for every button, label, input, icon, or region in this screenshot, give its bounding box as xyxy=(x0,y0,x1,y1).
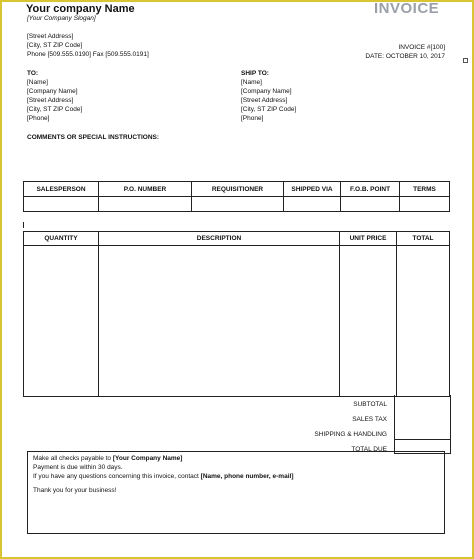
items-header-row xyxy=(24,232,450,246)
payment-terms: Payment is due within 30 days. xyxy=(33,464,123,471)
checks-payable-text: Make all checks payable to xyxy=(33,455,113,462)
terms-cell[interactable] xyxy=(400,197,450,212)
order-info-row xyxy=(24,197,450,212)
checks-payable-line xyxy=(33,454,293,463)
ship-to-phone[interactable]: [Phone] xyxy=(241,115,264,122)
thanks-note: Thank you for your business! xyxy=(33,487,117,494)
payment-note-box xyxy=(27,451,445,534)
col-requisitioner: REQUISITIONER xyxy=(192,182,284,197)
totals-labels xyxy=(314,397,387,457)
col-total: TOTAL xyxy=(397,232,450,246)
sales-tax-label: SALES TAX xyxy=(352,416,387,423)
description-cell[interactable] xyxy=(99,246,340,397)
ship-to-name[interactable]: [Name] xyxy=(241,79,262,86)
company-address[interactable] xyxy=(27,32,149,59)
ship-to-label: SHIP TO: xyxy=(241,70,269,77)
ship-to-street[interactable]: [Street Address] xyxy=(241,97,288,104)
invoice-title: INVOICE xyxy=(374,0,440,17)
bill-to-block xyxy=(27,69,82,123)
order-info-header-row xyxy=(24,182,450,197)
subtotal-label: SUBTOTAL xyxy=(353,401,387,408)
ship-to-company[interactable]: [Company Name] xyxy=(241,88,292,95)
bill-to-label: TO: xyxy=(27,70,39,77)
bill-to-street[interactable]: [Street Address] xyxy=(27,97,74,104)
col-salesperson: SALESPERSON xyxy=(24,182,99,197)
ship-to-city[interactable]: [City, ST ZIP Code] xyxy=(241,106,297,113)
contact-info[interactable]: [Name, phone number, e-mail] xyxy=(200,473,294,480)
col-po-number: P.O. NUMBER xyxy=(99,182,192,197)
quantity-cell[interactable] xyxy=(24,246,99,397)
items-body-row xyxy=(24,246,450,397)
col-shipped-via: SHIPPED VIA xyxy=(284,182,341,197)
col-quantity: QUANTITY xyxy=(24,232,99,246)
contact-line xyxy=(33,472,293,481)
requisitioner-cell[interactable] xyxy=(192,197,284,212)
totals-values-box[interactable] xyxy=(394,395,451,454)
unit-price-cell[interactable] xyxy=(340,246,397,397)
order-info-table xyxy=(23,181,450,212)
bill-to-phone[interactable]: [Phone] xyxy=(27,115,50,122)
bill-to-company[interactable]: [Company Name] xyxy=(27,88,78,95)
address-street[interactable]: [Street Address] xyxy=(27,33,74,40)
invoice-number[interactable]: INVOICE #[100] xyxy=(398,44,445,51)
salesperson-cell[interactable] xyxy=(24,197,99,212)
address-city[interactable]: [City, ST ZIP Code] xyxy=(27,42,83,49)
contact-text: If you have any questions concerning this invoice, contact xyxy=(33,473,201,480)
payment-note xyxy=(33,454,293,495)
items-table xyxy=(23,231,450,397)
company-name[interactable]: Your company Name xyxy=(26,3,135,15)
payable-company[interactable]: [Your Company Name] xyxy=(112,455,183,462)
invoice-meta xyxy=(365,43,445,61)
corner-marker xyxy=(463,58,468,63)
total-due-divider xyxy=(395,439,450,440)
ship-to-block xyxy=(241,69,296,123)
total-cell[interactable] xyxy=(397,246,450,397)
col-fob-point: F.O.B. POINT xyxy=(341,182,400,197)
address-phone-fax[interactable]: Phone [509.555.0190] Fax [509.555.0191] xyxy=(27,51,149,58)
col-terms: TERMS xyxy=(400,182,450,197)
col-description: DESCRIPTION xyxy=(99,232,340,246)
shipping-label: SHIPPING & HANDLING xyxy=(314,431,387,438)
cursor-marker xyxy=(23,222,24,228)
fob-point-cell[interactable] xyxy=(341,197,400,212)
comments-label: COMMENTS OR SPECIAL INSTRUCTIONS: xyxy=(27,134,160,141)
company-slogan[interactable]: [Your Company Slogan] xyxy=(27,15,96,22)
total-due-label: TOTAL DUE xyxy=(351,446,387,453)
invoice-date[interactable]: DATE: OCTOBER 10, 2017 xyxy=(365,53,445,60)
col-unit-price: UNIT PRICE xyxy=(340,232,397,246)
po-number-cell[interactable] xyxy=(99,197,192,212)
bill-to-city[interactable]: [City, ST ZIP Code] xyxy=(27,106,83,113)
shipped-via-cell[interactable] xyxy=(284,197,341,212)
bill-to-name[interactable]: [Name] xyxy=(27,79,48,86)
